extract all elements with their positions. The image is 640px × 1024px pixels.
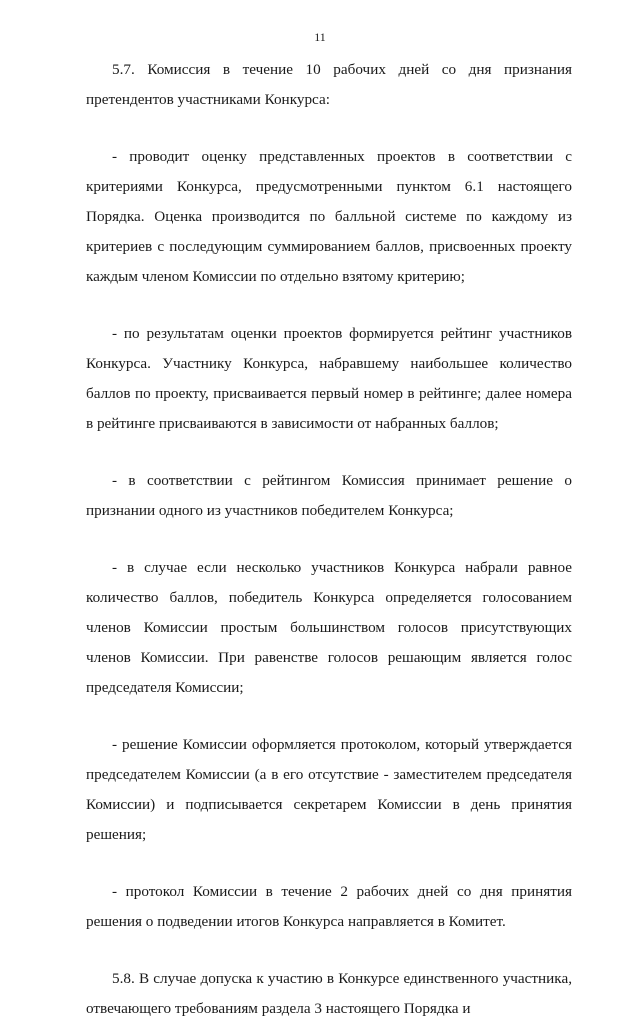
paragraph-5-7-intro: 5.7. Комиссия в течение 10 рабочих дней со дня признания претендентов участниками Конкурса:	[86, 61, 572, 108]
document-body	[86, 55, 572, 1024]
paragraph-commission-protocol: - решение Комиссии оформляется протоколом, который утверждается председателем Комиссии (а в его отсутствие - заместителем председателя Комиссии) и подписывается секретарем Комиссии в день принятия решения;	[86, 736, 572, 843]
paragraph-winner-decision: - в соответствии с рейтингом Комиссия принимает решение о признании одного из участников победителем Конкурса;	[86, 472, 572, 519]
paragraph-equal-scores: - в случае если несколько участников Конкурса набрали равное количество баллов, победитель Конкурса определяется голосованием членов Комиссии простым большинством голосов присутствующих членов Комиссии. При равенстве голосов решающим является голос председателя Комиссии;	[86, 559, 572, 696]
paragraph-project-evaluation: - проводит оценку представленных проектов в соответствии с критериями Конкурса, предусмотренными пунктом 6.1 настоящего Порядка. Оценка производится по балльной системе по каждому из критериев с последующим суммированием баллов, присвоенных проекту каждым членом Комиссии по отдельно взятому критерию;	[86, 148, 572, 285]
paragraph-protocol-transfer: - протокол Комиссии в течение 2 рабочих дней со дня принятия решения о подведении итогов Конкурса направляется в Комитет.	[86, 883, 572, 930]
paragraph-5-8-single-participant: 5.8. В случае допуска к участию в Конкурсе единственного участника, отвечающего требованиям раздела 3 настоящего Порядка и	[86, 970, 572, 1017]
page-number: 11	[314, 30, 326, 44]
paragraph-rating-formation: - по результатам оценки проектов формируется рейтинг участников Конкурса. Участнику Конкурса, набравшему наибольшее количество баллов по проекту, присваивается первый номер в рейтинге; далее номера в рейтинге присваиваются в зависимости от набранных баллов;	[86, 325, 572, 432]
